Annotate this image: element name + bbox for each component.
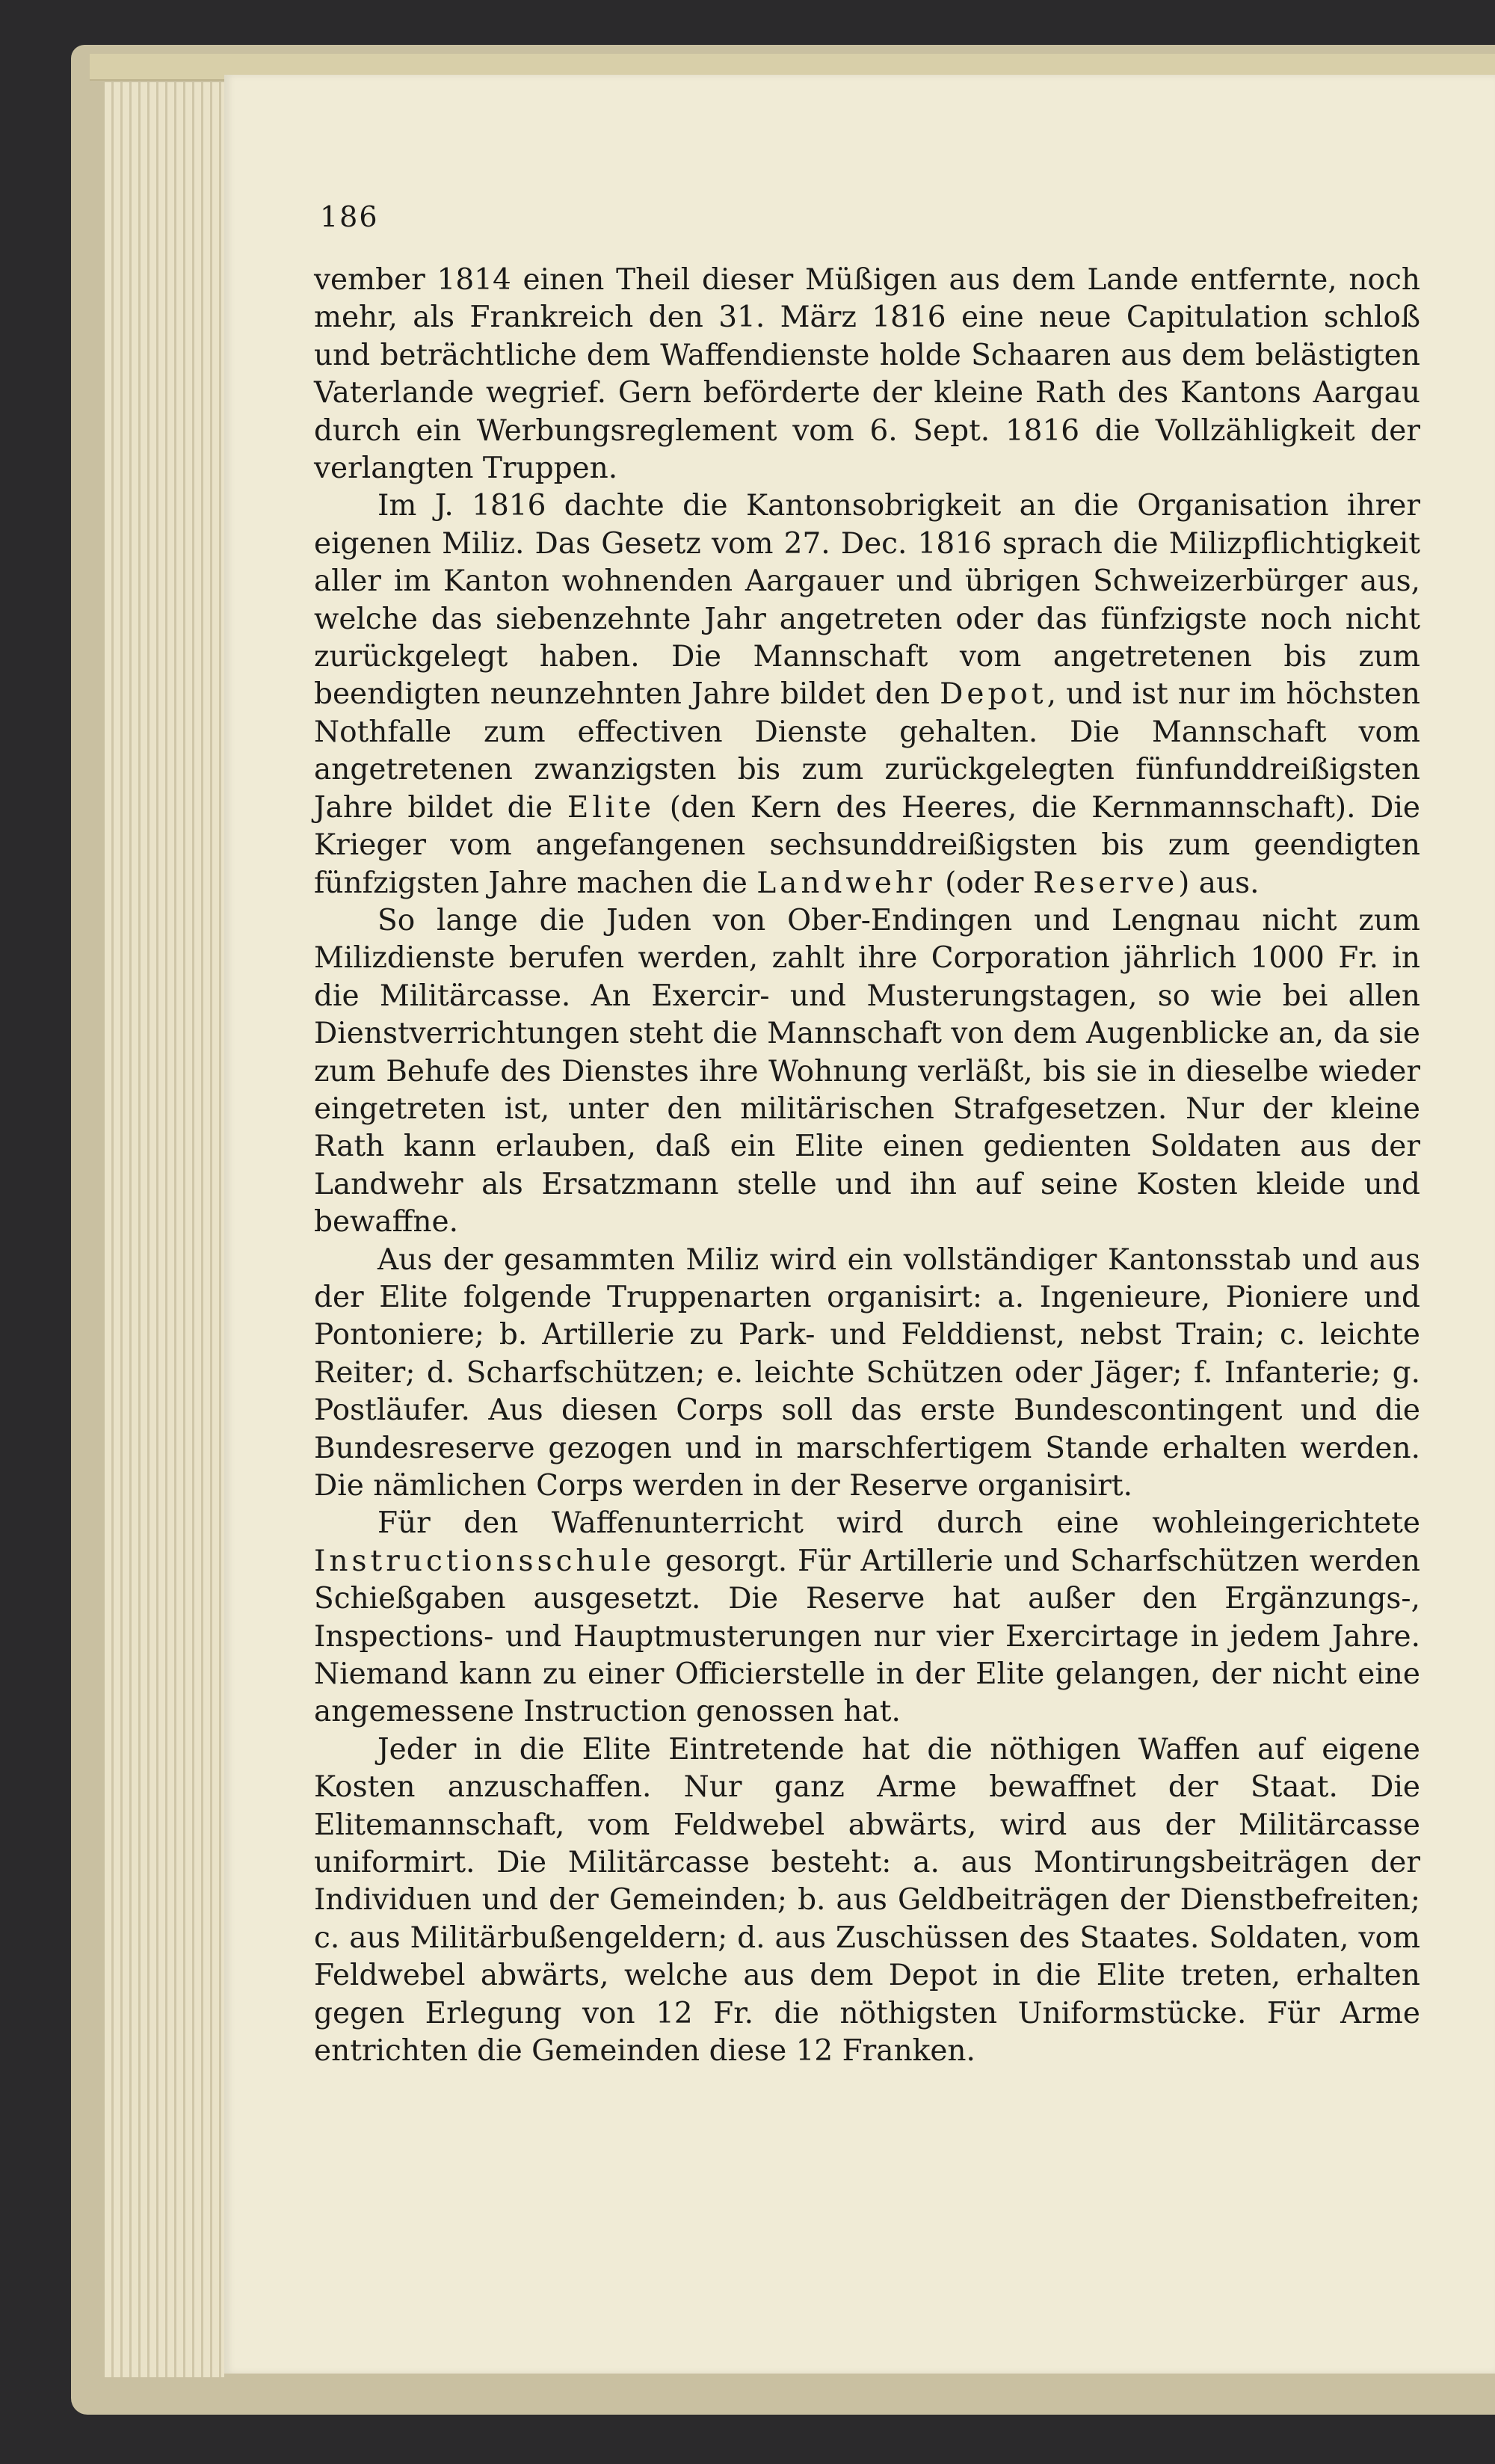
text-run: (den Kern des Heeres, die Kernmannschaft). Die Krieger vom angefangenen sechsunddreißigsten bis zum geendigten fünfzigsten Jahre machen die — [314, 790, 1420, 900]
spaced-term: Reserve — [1032, 866, 1179, 900]
page-number: 186 — [320, 200, 379, 233]
paragraph-1 — [314, 262, 1420, 487]
paragraph-3 — [314, 902, 1420, 1242]
text-run: Für den Waffenunterricht wird durch eine wohleingerichtete — [377, 1506, 1420, 1541]
spaced-term: Landwehr — [756, 866, 936, 900]
text-run: So lange die Juden von Ober-Endingen und Lengnau nicht zum Milizdienste berufen werden, zahlt ihre Corporation jährlich 1000 Fr. in die Militärcasse. An Exercir- und Musterungstagen, so wie bei allen Dienstverrichtungen steht die Mannschaft von dem Augenblicke an, da sie zum Behufe des Dienstes ihre Wohnung verläßt, bis sie in dieselbe wieder eingetreten ist, unter den militärischen Strafgesetzen. Nur der kleine Rath kann erlauben, daß ein Elite einen gedienten Soldaten aus der Landwehr als Ersatzmann stelle und ihn auf seine Kosten kleide und bewaffne. — [314, 903, 1420, 1239]
text-run: ) aus. — [1178, 866, 1260, 900]
text-run: vember 1814 einen Theil dieser Müßigen aus dem Lande entfernte, noch mehr, als Frankreich den 31. März 1816 eine neue Capitulation schloß und beträchtliche dem Waffendienste holde Schaaren aus dem belästigten Vaterlande wegrief. Gern beförderte der kleine Rath des Kantons Aargau durch ein Werbungsreglement vom 6. Sept. 1816 die Vollzähligkeit der verlangten Truppen. — [314, 263, 1420, 486]
spaced-term: Elite — [567, 790, 656, 825]
text-run: Aus der gesammten Miliz wird ein vollständiger Kantonsstab und aus der Elite folgende Truppenarten organisirt: a. Ingenieure, Pioniere und Pontoniere; b. Artillerie zu Park- und Felddienst, nebst Train; c. leichte Reiter; d. Scharfschützen; e. leichte Schützen oder Jäger; f. Infanterie; g. Postläufer. Aus diesen Corps soll das erste Bundescontingent und die Bundesreserve gezogen und in marschfertigem Stande erhalten werden. Die nämlichen Corps werden in der Reserve organisirt. — [314, 1242, 1420, 1503]
text-run: (oder — [935, 866, 1033, 900]
text-run: Jeder in die Elite Eintretende hat die nöthigen Waffen auf eigene Kosten anzuschaffen. Nur ganz Arme bewaffnet der Staat. Die Elitemannschaft, vom Feldwebel abwärts, wird aus der Militärcasse uniformirt. Die Militärcasse besteht: a. aus Montirungsbeiträgen der Individuen und der Gemeinden; b. aus Geldbeiträgen der Dienstbefreiten; c. aus Militärbußengeldern; d. aus Zuschüssen des Staates. Soldaten, vom Feldwebel abwärts, welche aus dem Depot in die Elite treten, erhalten gegen Erlegung von 12 Fr. die nöthigsten Uniformstücke. Für Arme entrichten die Gemeinden diese 12 Franken. — [314, 1732, 1420, 2069]
spaced-term: Depot — [940, 677, 1047, 712]
paragraph-6 — [314, 1731, 1420, 2071]
book-page — [224, 75, 1495, 2374]
page-stack-edges — [105, 82, 224, 2377]
paragraph-2 — [314, 487, 1420, 902]
text-run: , und ist nur im höchsten Nothfalle zum effectiven Dienste gehalten. Die Mannschaft vom angetretenen zwanzigsten bis zum zurückgelegten fünfunddreißigsten Jahre bildet die — [314, 677, 1420, 825]
paragraph-4 — [314, 1242, 1420, 1506]
text-run: Im J. 1816 dachte die Kantonsobrigkeit an die Organisation ihrer eigenen Miliz. Das Gesetz vom 27. Dec. 1816 sprach die Milizpflichtigkeit aller im Kanton wohnenden Aargauer und übrigen Schweizerbürger aus, welche das siebenzehnte Jahr angetreten oder das fünfzigste noch nicht zurückgelegt haben. Die Mannschaft vom angetretenen bis zum beendigten neunzehnten Jahre bildet den — [314, 489, 1420, 712]
spaced-term: Instructionsschule — [314, 1544, 656, 1578]
paragraph-5 — [314, 1505, 1420, 1731]
page-text — [314, 262, 1420, 2071]
text-run: gesorgt. Für Artillerie und Scharfschützen werden Schießgaben ausgesetzt. Die Reserve hat außer den Ergänzungs-, Inspections- und Hauptmusterungen nur vier Exercirtage in jedem Jahre. Niemand kann zu einer Officierstelle in der Elite gelangen, der nicht eine angemessene Instruction genossen hat. — [314, 1544, 1420, 1729]
